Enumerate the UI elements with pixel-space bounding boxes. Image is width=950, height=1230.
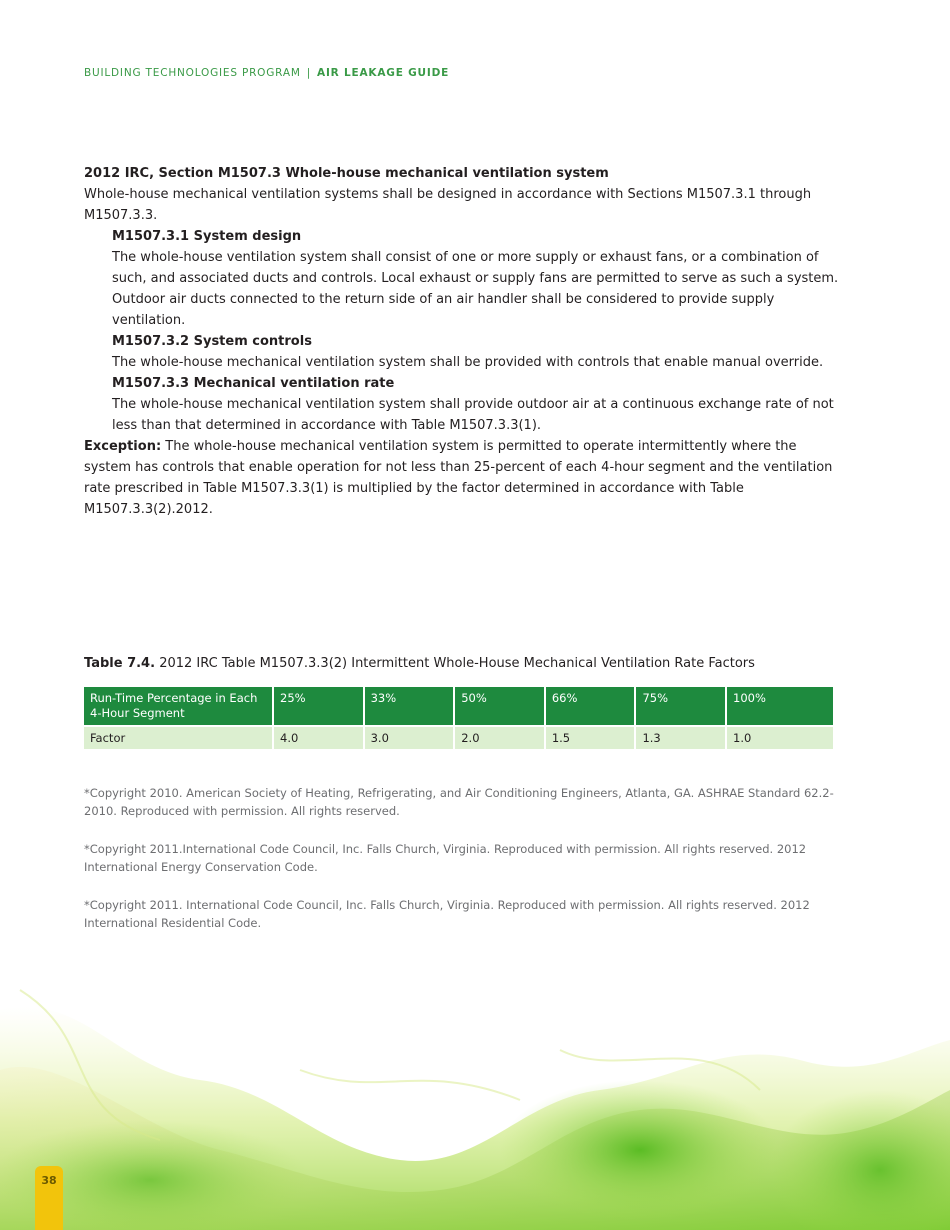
column-header: 100% [727, 687, 833, 725]
factor-cell: 2.0 [455, 725, 544, 749]
page-number: 38 [41, 1174, 57, 1187]
copyright-note: *Copyright 2011.International Code Council, Inc. Falls Church, Virginia. Reproduced with permission. All rights reserved. 2012 International Energy Conservation Code. [84, 842, 807, 874]
column-header: 50% [455, 687, 544, 725]
running-header [84, 67, 449, 79]
column-header: 25% [274, 687, 363, 725]
page-number-tab [35, 1166, 63, 1230]
section-content [84, 163, 844, 520]
copyright-note: *Copyright 2010. American Society of Heating, Refrigerating, and Air Conditioning Engineers, Atlanta, GA. ASHRAE Standard 62.2-2010. Reproduced with permission. All rights reserved. [84, 786, 834, 818]
subsection-body: The whole-house mechanical ventilation system shall be provided with controls that enable manual override. [112, 355, 824, 370]
green-smoke-decoration [0, 950, 950, 1230]
header-separator: | [306, 67, 312, 79]
exception-label: Exception: [84, 439, 162, 454]
factor-cell: 4.0 [274, 725, 363, 749]
table-caption-label: Table 7.4. [84, 656, 156, 671]
guide-name: AIR LEAKAGE GUIDE [317, 67, 450, 79]
table-row [84, 725, 833, 749]
table-caption [84, 656, 755, 671]
section-intro: Whole-house mechanical ventilation systems shall be designed in accordance with Sections M1507.3.1 through M1507.3.3. [84, 187, 812, 223]
program-name: BUILDING TECHNOLOGIES PROGRAM [84, 67, 301, 79]
subsection-system-design [112, 226, 844, 331]
subsection-body: The whole-house mechanical ventilation system shall provide outdoor air at a continuous exchange rate of not less than that determined in accordance with Table M1507.3.3(1). [112, 397, 834, 433]
factor-label-cell: Factor [84, 725, 272, 749]
copyright-notes [84, 784, 844, 952]
subsection-heading: M1507.3.3 Mechanical ventilation rate [112, 376, 395, 391]
exception-body: The whole-house mechanical ventilation system is permitted to operate intermittently where the system has controls that enable operation for not less than 25-percent of each 4-hour segment and the ventilation rate prescribed in Table M1507.3.3(1) is multiplied by the factor determined in accordance with Table M1507.3.3(2).2012. [84, 439, 833, 517]
ventilation-rate-table [82, 687, 835, 749]
copyright-note: *Copyright 2011. International Code Council, Inc. Falls Church, Virginia. Reproduced with permission. All rights reserved. 2012 International Residential Code. [84, 898, 810, 930]
factor-cell: 1.5 [546, 725, 635, 749]
subsection-heading: M1507.3.1 System design [112, 229, 302, 244]
factor-cell: 1.0 [727, 725, 833, 749]
factor-cell: 1.3 [636, 725, 725, 749]
subsection-system-controls [112, 331, 844, 373]
table-header-row [84, 687, 833, 725]
table-caption-text: 2012 IRC Table M1507.3.3(2) Intermittent Whole-House Mechanical Ventilation Rate Factors [159, 656, 755, 671]
subsection-ventilation-rate [112, 373, 844, 436]
column-header: 75% [636, 687, 725, 725]
row-header-cell: Run-Time Percentage in Each 4-Hour Segment [84, 687, 272, 725]
subsection-body: The whole-house ventilation system shall consist of one or more supply or exhaust fans, or a combination of such, and associated ducts and controls. Local exhaust or supply fans are permitted to serve as such a system. Outdoor air ducts connected to the return side of an air handler shall be considered to provide supply ventilation. [112, 250, 839, 328]
section-title: 2012 IRC, Section M1507.3 Whole-house mechanical ventilation system [84, 166, 609, 181]
exception-paragraph [84, 436, 844, 520]
column-header: 33% [365, 687, 454, 725]
subsection-heading: M1507.3.2 System controls [112, 334, 312, 349]
factor-cell: 3.0 [365, 725, 454, 749]
column-header: 66% [546, 687, 635, 725]
